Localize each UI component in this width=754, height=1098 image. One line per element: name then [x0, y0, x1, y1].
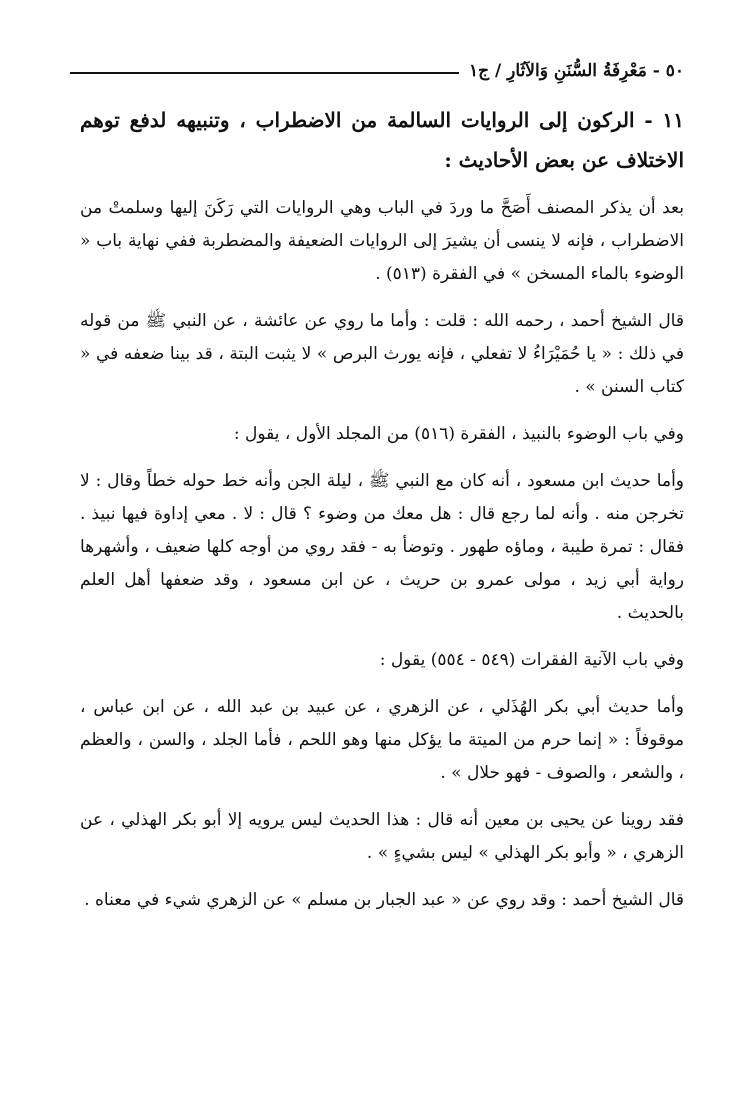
header-rule	[70, 72, 459, 74]
paragraph-nabidh-chapter: وفي باب الوضوء بالنبيذ ، الفقرة (٥١٦) من المجلد الأول ، يقول :	[233, 424, 684, 444]
paragraph-hudhali-hadith: وأما حديث أبي بكر الهُذَلي ، عن الزهري ، عن عبيد بن عبد الله ، عن ابن عباس ، موقوفاً : « إنما حرم من الميتة ما يؤكل منها وهو اللحم ، فأما الجلد ، والسن ، والعظم ، والشعر ، والصوف - فهو حلال » .	[80, 697, 684, 783]
paragraph-abd-al-jabbar: قال الشيخ أحمد : وقد روي عن « عبد الجبار بن مسلم » عن الزهري شيء في معناه .	[84, 890, 684, 910]
page-reference: ٥٠ - مَعْرِفَةُ السُّنَنِ وَالآثَارِ / ج١	[469, 61, 684, 81]
page-body	[80, 100, 684, 931]
running-header	[70, 56, 684, 86]
paragraph-ibn-masud-hadith: وأما حديث ابن مسعود ، أنه كان مع النبي ﷺ ، ليلة الجن وأنه خط حوله خطاً وقال : لا تخرجن منه . وأنه لما رجع قال : هل معك من وضوء ؟ قال : لا . معي إداوة فيها نبيذ . فقال : تمرة طيبة ، وماؤه طهور . وتوضأ به - فقد روي من أوجه كلها ضعيف ، وأشهرها رواية أبي زيد ، مولى عمرو بن حريث ، عن ابن مسعود ، وقد ضعفها أهل العلم بالحديث .	[80, 471, 684, 623]
paragraph-aisha-hadith: قال الشيخ أحمد ، رحمه الله : قلت : وأما ما روي عن عائشة ، عن النبي ﷺ من قوله في ذلك : « يا حُمَيْرَاءُ لا تفعلي ، فإنه يورث البرص » لا يثبت البتة ، قد بينا ضعفه في « كتاب السنن » .	[80, 311, 684, 397]
paragraph-intro: بعد أن يذكر المصنف أَصَحَّ ما وردَ في الباب وهي الروايات التي رَكَنَ إليها وسلمتْ من الاضطراب ، فإنه لا ينسى أن يشيرَ إلى الروايات الضعيفة والمضطربة ففي نهاية باب « الوضوء بالماء المسخن » في الفقرة (٥١٣) .	[80, 198, 684, 284]
paragraph-ibn-main: فقد روينا عن يحيى بن معين أنه قال : هذا الحديث ليس يرويه إلا أبو بكر الهذلي ، عن الزهري ، « وأبو بكر الهذلي » ليس بشيءٍ » .	[80, 810, 684, 863]
section-heading: ١١ - الركون إلى الروايات السالمة من الاضطراب ، وتنبيهه لدفع توهم الاختلاف عن بعض الأحاديث :	[80, 108, 685, 172]
paragraph-vessels-chapter: وفي باب الآنية الفقرات (٥٤٩ - ٥٥٤) يقول :	[379, 650, 684, 670]
